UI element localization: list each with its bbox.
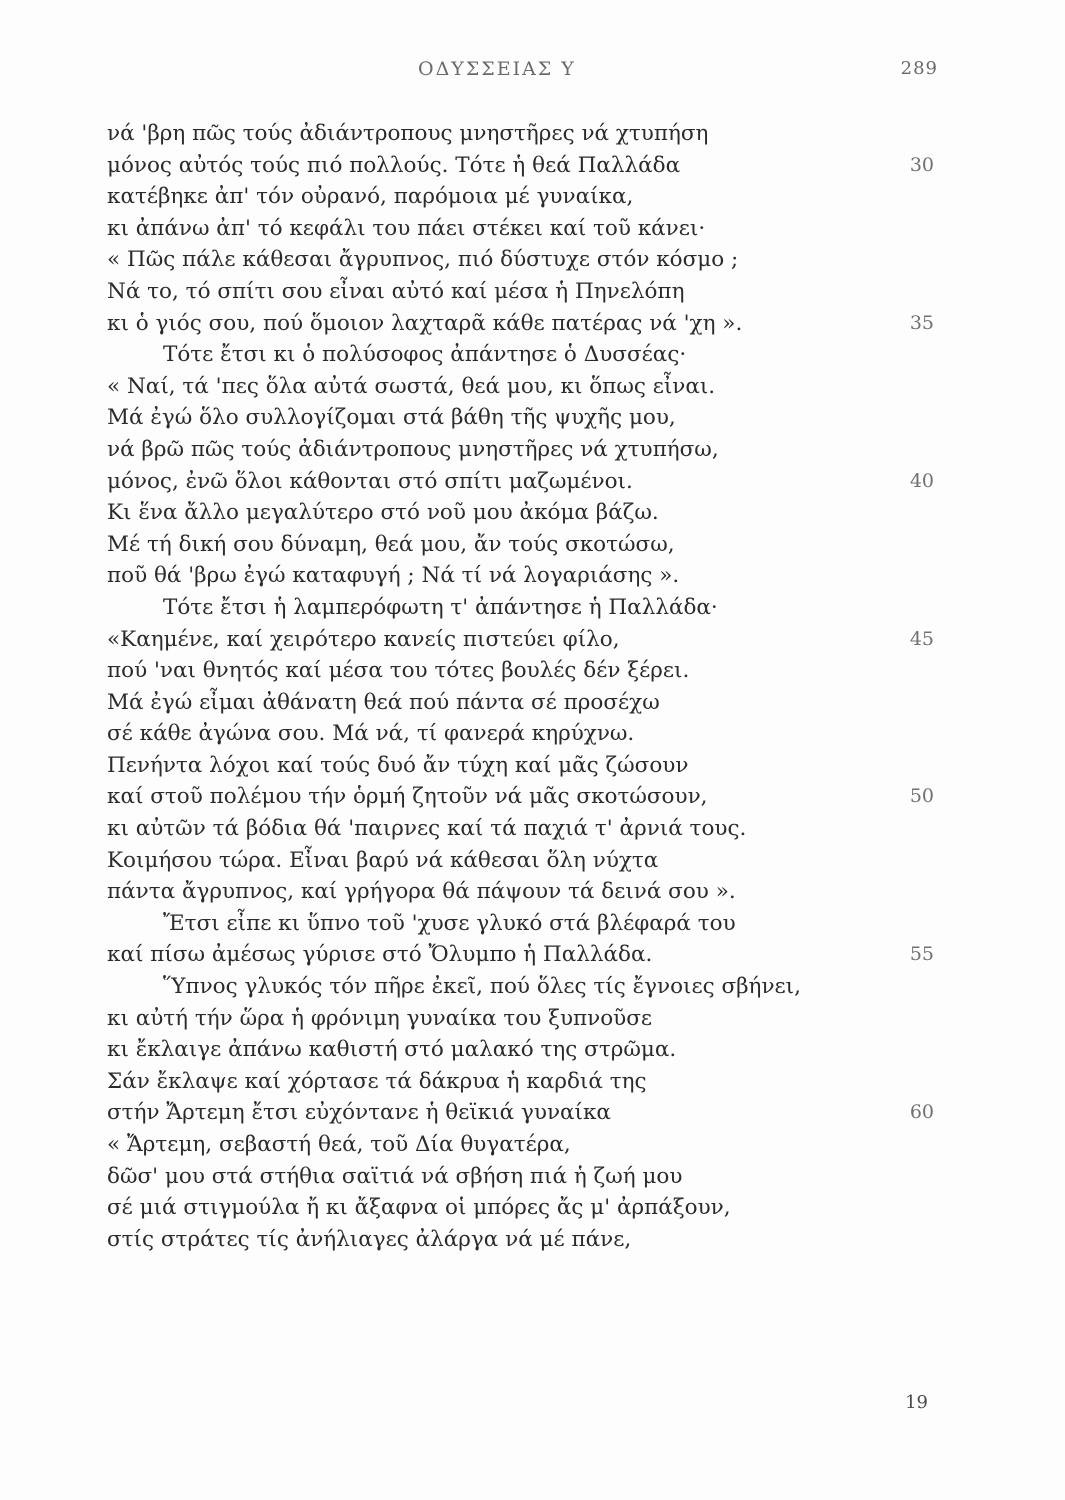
verse-line — [0, 1034, 1065, 1066]
verse-text: « Ναί, τά 'πες ὅλα αὐτά σωστά, θεά μου, κι ὅπως εἶναι. — [107, 373, 716, 399]
verse-line — [0, 718, 1065, 750]
verse-text: δῶσ' μου στά στήθια σαϊτιά νά σβήση πιά ἡ ζωή μου — [107, 1163, 683, 1189]
verse-text: στήν Ἄρτεμη ἔτσι εὐχόντανε ἡ θεϊκιά γυναίκα — [107, 1100, 611, 1126]
line-number: 50 — [909, 785, 934, 808]
verse-text: σέ μιά στιγμούλα ἤ κι ἄξαφνα οἱ μπόρες ἄς μ' ἀρπάξουν, — [107, 1195, 731, 1221]
running-title: ΟΔΥΣΣΕΙΑΣ Υ — [418, 58, 576, 80]
page-number: 289 — [900, 58, 938, 79]
verse-text: « Ἄρτεμη, σεβαστή θεά, τοῦ Δία θυγατέρα, — [107, 1132, 571, 1157]
verse-line — [0, 213, 1065, 245]
verse-text: Νά το, τό σπίτι σου εἶναι αὐτό καί μέσα ἡ Πηνελόπη — [107, 278, 685, 304]
verse-text: κι ὁ γιός σου, πού ὅμοιον λαχταρᾶ κάθε πατέρας νά 'χη ». — [107, 310, 743, 336]
verse-line — [0, 624, 1065, 656]
verse-text: πού 'ναι θνητός καί μέσα του τότες βουλές δέν ξέρει. — [107, 658, 690, 684]
verse-line — [0, 434, 1065, 466]
verse-text: κι ἀπάνω ἀπ' τό κεφάλι του πάει στέκει καί τοῦ κάνει· — [107, 215, 706, 241]
verse-line — [0, 1192, 1065, 1224]
verse-text: ποῦ θά 'βρω ἐγώ καταφυγή ; Νά τί νά λογαριάσης ». — [107, 563, 680, 589]
verse-line — [0, 971, 1065, 1003]
line-number: 55 — [909, 943, 934, 966]
verse-text: Μά ἐγώ εἶμαι ἀθάνατη θεά πού πάντα σέ προσέχω — [107, 689, 660, 715]
verse-line — [0, 845, 1065, 877]
verse-text: κι αὐτῶν τά βόδια θά 'παιρνες καί τά παχιά τ' ἀρνιά τους. — [107, 816, 747, 842]
verse-line — [0, 560, 1065, 592]
verse-text: Τότε ἔτσι κι ὁ πολύσοφος ἀπάντησε ὁ Δυσσέας· — [163, 342, 687, 368]
verse-text: κι ἔκλαιγε ἀπάνω καθιστή στό μαλακό της στρῶμα. — [107, 1037, 677, 1063]
verse-line — [0, 1161, 1065, 1193]
verse-line — [0, 813, 1065, 845]
verse-text: μόνος, ἐνῶ ὅλοι κάθονται στό σπίτι μαζωμένοι. — [107, 468, 633, 494]
verse-text: πάντα ἄγρυπνος, καί γρήγορα θά πάψουν τά δεινά σου ». — [107, 879, 736, 905]
verse-text: « Πῶς πάλε κάθεσαι ἄγρυπνος, πιό δύστυχε στόν κόσμο ; — [107, 247, 739, 273]
verse-text: Κι ἕνα ἄλλο μεγαλύτερο στό νοῦ μου ἀκόμα βάζω. — [107, 500, 659, 526]
verse-line — [0, 402, 1065, 434]
verse-text: Κοιμήσου τώρα. Εἶναι βαρύ νά κάθεσαι ὅλη νύχτα — [107, 847, 659, 873]
verse-text: κατέβηκε ἀπ' τόν οὐρανό, παρόμοια μέ γυναίκα, — [107, 184, 634, 210]
line-number: 30 — [909, 153, 934, 176]
running-head — [0, 58, 1065, 88]
line-number: 45 — [909, 627, 934, 650]
verse-text: στίς στράτες τίς ἀνήλιαγες ἀλάργα νά μέ πάνε, — [107, 1226, 632, 1252]
verse-text: Σάν ἔκλαψε καί χόρτασε τά δάκρυα ἡ καρδιά της — [107, 1068, 647, 1094]
verse-text: «Καημένε, καί χειρότερο κανείς πιστεύει φίλο, — [107, 626, 620, 652]
verse-line — [0, 529, 1065, 561]
verse-text: Ἔτσι εἶπε κι ὕπνο τοῦ 'χυσε γλυκό στά βλέφαρά του — [163, 910, 736, 936]
verse-text: καί πίσω ἀμέσως γύρισε στό Ὄλυμπο ἡ Παλλάδα. — [107, 942, 653, 968]
verse-text: Μά ἐγώ ὅλο συλλογίζομαι στά βάθη τῆς ψυχῆς μου, — [107, 405, 676, 431]
verse-line — [0, 1129, 1065, 1161]
verse-line — [0, 244, 1065, 276]
verse-text: μόνος αὐτός τούς πιό πολλούς. Τότε ἡ θεά Παλλάδα — [107, 152, 681, 178]
verse-text: καί στοῦ πολέμου τήν ὁρμή ζητοῦν νά μᾶς σκοτώσουν, — [107, 784, 708, 810]
line-number: 60 — [909, 1101, 934, 1124]
verse-line — [0, 276, 1065, 308]
verse-line — [0, 1003, 1065, 1035]
verse-line — [0, 781, 1065, 813]
verse-line — [0, 118, 1065, 150]
verse-text: Ὕπνος γλυκός τόν πῆρε ἐκεῖ, πού ὅλες τίς ἔγνοιες σβήνει, — [163, 974, 801, 1000]
verse-text: Πενήντα λόχοι καί τούς δυό ἄν τύχη καί μᾶς ζώσουν — [107, 752, 689, 778]
verse-line — [0, 939, 1065, 971]
verse-line — [0, 339, 1065, 371]
verse-line — [0, 371, 1065, 403]
verse-line — [0, 1066, 1065, 1098]
verse-line — [0, 592, 1065, 624]
verse-line — [0, 750, 1065, 782]
verse-line — [0, 876, 1065, 908]
verse-text: Μέ τή δική σου δύναμη, θεά μου, ἄν τούς σκοτώσω, — [107, 531, 675, 557]
verse-text: Τότε ἔτσι ἡ λαμπερόφωτη τ' ἀπάντησε ἡ Παλλάδα· — [163, 594, 718, 620]
verse-line — [0, 1097, 1065, 1129]
line-number: 35 — [909, 311, 934, 334]
verse-line — [0, 687, 1065, 719]
line-number: 40 — [909, 469, 934, 492]
verse-line — [0, 181, 1065, 213]
verse-line — [0, 497, 1065, 529]
signature-mark: 19 — [905, 1392, 928, 1413]
verse-text: σέ κάθε ἀγώνα σου. Μά νά, τί φανερά κηρύχνω. — [107, 721, 635, 747]
verse-line — [0, 655, 1065, 687]
verse-text: κι αὐτή τήν ὥρα ἡ φρόνιμη γυναίκα του ξυπνοῦσε — [107, 1005, 653, 1031]
verse-line — [0, 466, 1065, 498]
verse-line — [0, 150, 1065, 182]
verse-text: νά βρῶ πῶς τούς ἀδιάντροπους μνηστῆρες νά χτυπήσω, — [107, 436, 719, 462]
verse-line — [0, 1224, 1065, 1256]
verse-line — [0, 908, 1065, 940]
poem-body — [0, 118, 1065, 1255]
verse-line — [0, 308, 1065, 340]
verse-text: νά 'βρη πῶς τούς ἀδιάντροπους μνηστῆρες νά χτυπήση — [107, 121, 709, 146]
